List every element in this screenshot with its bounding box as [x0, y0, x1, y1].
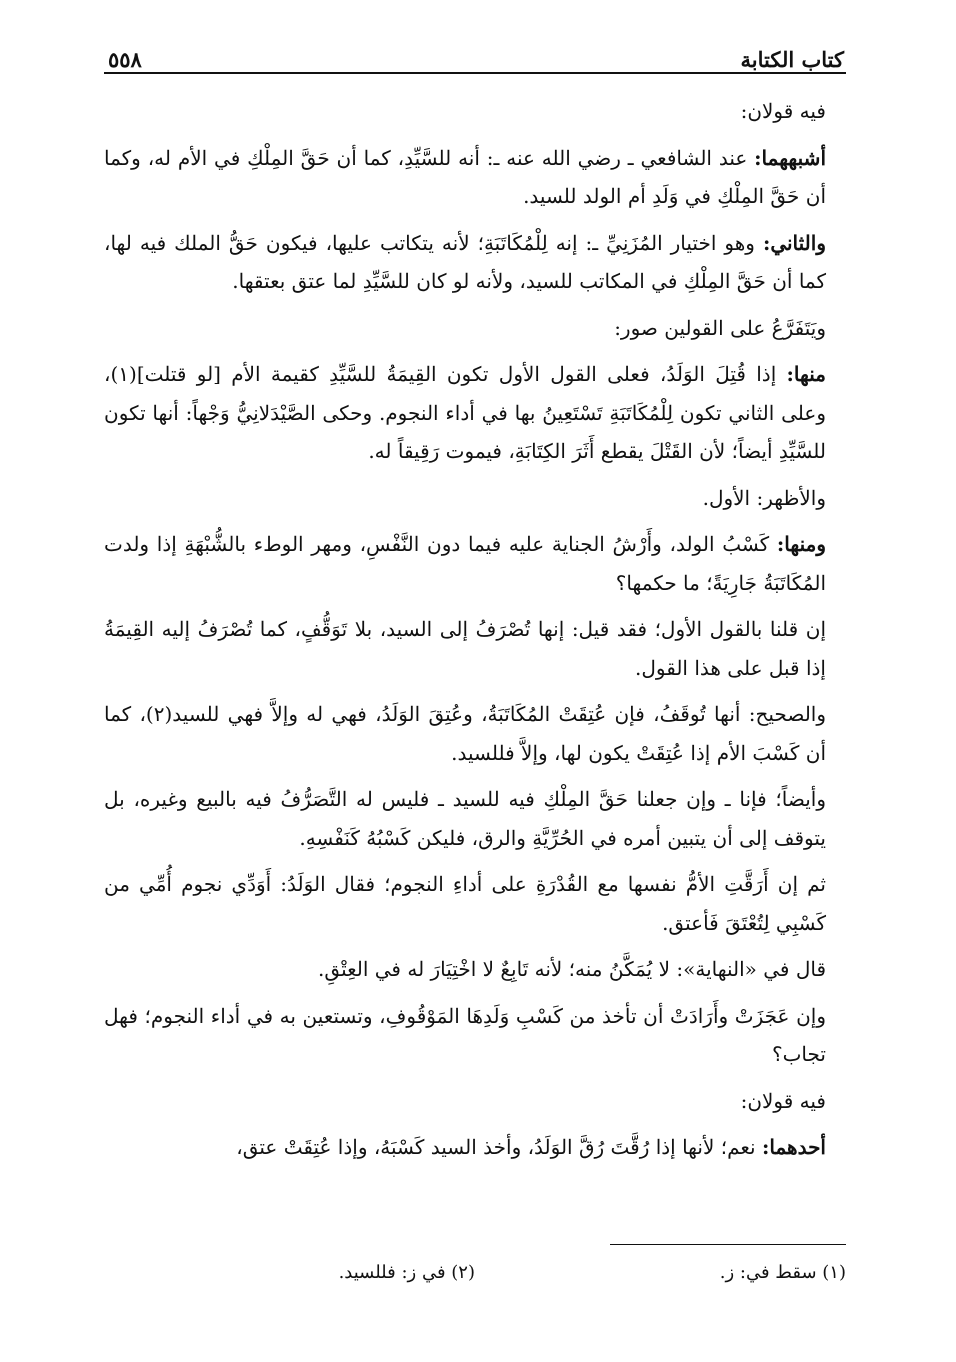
paragraph-text: ويَتَفَرَّعُ على القولين صور:	[614, 315, 826, 340]
paragraph	[104, 610, 846, 687]
paragraph-lead: والثاني:	[762, 230, 826, 255]
paragraph	[104, 695, 846, 772]
paragraph	[104, 479, 846, 518]
paragraph-text: فيه قولان:	[740, 1088, 826, 1113]
paragraph-text: وإن عَجَزَتْ وأَرَادَتْ أن تأخذ من كَسْبِ وَلَدِهَا المَوْقُوفِ، وتستعين به في أداء النجوم؛ فهل تجاب؟	[104, 1003, 826, 1066]
paragraph-text: إذا قُتِلَ الوَلَدُ، فعلى القول الأول تكون القِيمَةُ للسَّيِّدِ كقيمة الأم [لو قتلت](١)، وعلى الثاني تكون لِلْمُكَاتَبَةِ تَسْتَعِينُ بها في أداء النجوم. وحكى الصَّيْدَلانِيُّ وَجْهاً: أنها تكون للسَّيِّدِ أيضاً؛ لأن القَتْلَ يقطع أَثَرَ الكِتَابَةِ، فيموت رَقِيقاً له.	[104, 362, 826, 463]
paragraph	[104, 309, 846, 348]
paragraph	[104, 224, 846, 301]
paragraph-text: كَسْبُ الولد، وأَرْشُ الجناية عليه فيما دون النَّفْسِ، ومهر الوطء بالشُّبْهَةِ إذا ولدت المُكَاتَبَةُ جَارِيَةً؛ ما حكمها؟	[104, 532, 826, 595]
footnote: (٢) في ز: فللسيد.	[338, 1262, 475, 1283]
paragraph	[104, 355, 846, 471]
paragraph-text: والصحيح: أنها تُوقَفُ، فإن عُتِقَتْ المُكَاتَبَةُ، وعُتِقَ الوَلَدُ، فهي له وإلاَّ فهي للسيد(٢)، كما أن كَسْبَ الأم إذا عُتِقَتْ يكون لها، وإلاَّ فللسيد.	[104, 702, 826, 765]
paragraph	[104, 950, 846, 989]
book-page	[104, 28, 846, 1348]
paragraph	[104, 525, 846, 602]
footnotes	[104, 1262, 846, 1283]
paragraph-text: فيه قولان:	[740, 99, 826, 123]
paragraph	[104, 1082, 846, 1121]
header-rule	[104, 72, 846, 74]
paragraph-text: عند الشافعي ـ رضي الله عنه ـ: أنه للسَّيِّدِ، كما أن حَقَّ المِلْكِ في الأم له، وكما أن حَقَّ المِلْكِ في وَلَدِ أم الولد للسيد.	[104, 145, 826, 208]
paragraph-lead: أشبههما:	[754, 145, 826, 170]
paragraph	[104, 92, 846, 131]
running-header	[104, 28, 846, 72]
paragraph	[104, 139, 846, 216]
paragraph-text: وأيضاً؛ فإنا ـ وإن جعلنا حَقَّ المِلْكِ فيه للسيد ـ فليس له التَّصَرُّفُ فيه بالبيع وغيره، بل يتوقف إلى أن يتبين أمره في الحُرِّيَّةِ والرق، فليكن كَسْبُهُ كَنَفْسِهِ.	[104, 787, 826, 850]
paragraph-lead: أحدهما:	[761, 1135, 826, 1159]
paragraph-text: نعم؛ لأنها إذا رُقَّتَ رُقَّ الوَلَدُ، وأخذ السيد كَسْبَهُ، وإذا عُتِقَتْ عتق،	[236, 1135, 762, 1159]
paragraph-text: وهو اختيار المُزَنِيِّ ـ: إنه لِلْمُكَاتَبَةِ؛ لأنه يتكاتب عليها، فيكون حَقُّ الملك فيه لها، كما أن حَقَّ المِلْكِ في المكاتب للسيد، ولأنه لو كان للسَّيِّدِ لما عتق بعتقها.	[104, 230, 826, 293]
paragraph-lead: ومنها:	[776, 532, 826, 556]
paragraph-text: إن قلنا بالقول الأول؛ فقد قيل: إنها تُصْرَفُ إلى السيد، بلا تَوَقُّفٍ، كما تُصْرَفُ إليه القِيمَةُ إذا قبل على هذا القول.	[104, 617, 826, 680]
paragraph	[104, 1128, 846, 1167]
footnote-rule	[610, 1244, 846, 1245]
paragraph-lead: منها:	[786, 362, 826, 386]
paragraph-text: قال في «النهاية»: لا يُمَكَّنُ منه؛ لأنه تَابِعٌ لا اخْتِيَارَ له في العِتْقِ.	[318, 957, 826, 981]
page-number: ٥٥٨	[108, 47, 142, 72]
footnote: (١) سقط في: ز.	[719, 1262, 846, 1283]
paragraph-text: والأظهر: الأول.	[702, 485, 826, 510]
paragraph	[104, 865, 846, 942]
body-text	[104, 92, 846, 1175]
paragraph-text: ثم إن أَرَقَّتِ الأمُّ نفسها مع القُدْرَةِ على أداءِ النجوم؛ فقال الوَلَدُ: أَوَدِّي نجوم أُمِّي من كَسْبِي لِتُعْتَقَ فَأعتق.	[104, 872, 826, 935]
book-title: كتاب الكتابة	[740, 47, 844, 72]
paragraph	[104, 780, 846, 857]
paragraph	[104, 997, 846, 1074]
